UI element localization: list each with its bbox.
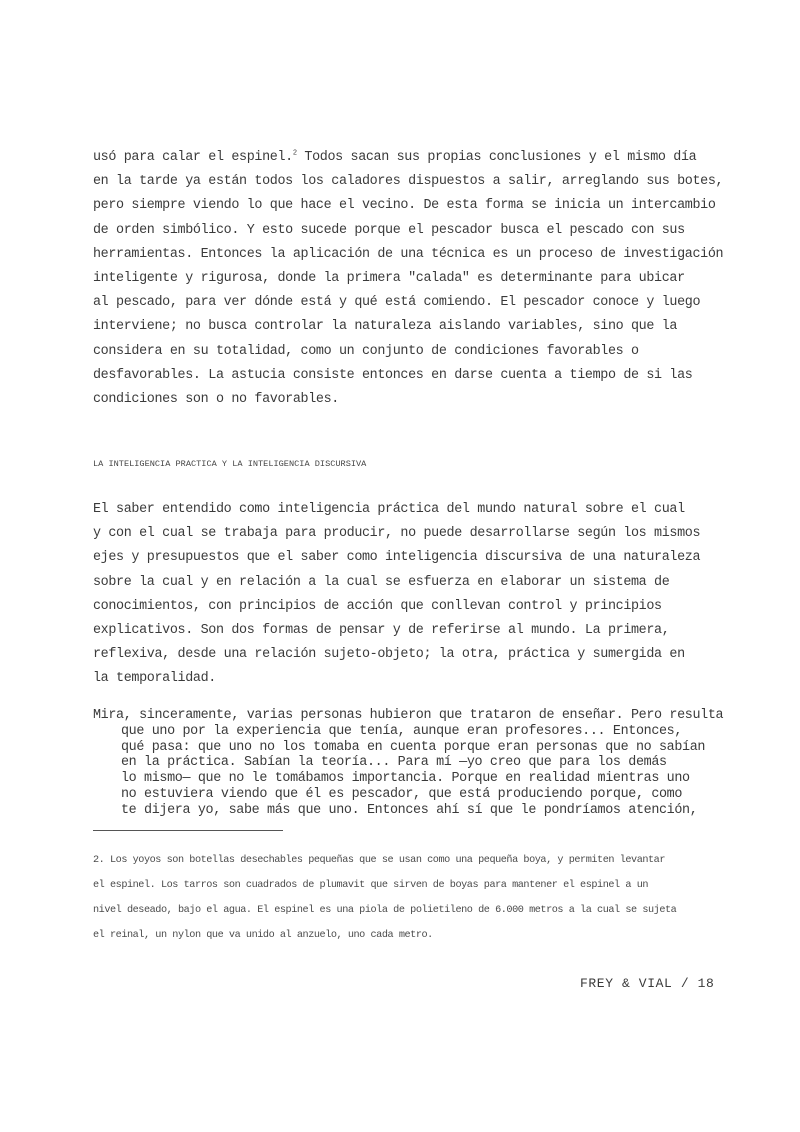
paragraph-1-line: al pescado, para ver dónde está y qué está comiendo. El pescador conoce y luego	[93, 295, 701, 311]
quote-line: te dijera yo, sabe más que uno. Entonces ahí sí que le pondríamos atención,	[121, 802, 698, 818]
paragraph-1-line: en la tarde ya están todos los caladores dispuestos a salir, arreglando sus botes,	[93, 174, 724, 190]
paragraph-1-line-1-end: Todos sacan sus propias conclusiones y el mismo día	[296, 150, 697, 165]
footnote-separator	[93, 830, 283, 831]
paragraph-1-line-1	[93, 146, 713, 170]
paragraph-2-line: y con el cual se trabaja para producir, no puede desarrollarse según los mismos	[93, 526, 701, 542]
block-quote	[93, 708, 723, 819]
quote-line: Mira, sinceramente, varias personas hubieron que trataron de enseñar. Pero resulta	[93, 708, 724, 723]
paragraph-2-line: conocimientos, con principios de acción que conllevan control y principios	[93, 598, 662, 614]
paragraph-2	[93, 498, 713, 692]
paragraph-1-line: inteligente y rigurosa, donde la primera "calada" es determinante para ubicar	[93, 271, 685, 287]
paragraph-1-line: condiciones son o no favorables.	[93, 392, 339, 408]
quote-line: que uno por la experiencia que tenía, aunque eran profesores... Entonces,	[121, 723, 683, 739]
paragraph-1-line: desfavorables. La astucia consiste entonces en darse cuenta a tiempo de si las	[93, 367, 693, 383]
footnote-line: 2. Los yoyos son botellas desechables pequeñas que se usan como una pequeña boya, y permiten levantar	[93, 855, 666, 866]
paragraph-2-line: sobre la cual y en relación a la cual se esfuerza en elaborar un sistema de	[93, 574, 670, 590]
footnote-line: el espinel. Los tarros son cuadrados de plumavit que sirven de boyas para mantener el espinel a un	[93, 880, 649, 891]
paragraph-1-line: interviene; no busca controlar la naturaleza aislando variables, sino que la	[93, 319, 678, 335]
paragraph-1-line: considera en su totalidad, como un conjunto de condiciones favorables o	[93, 343, 639, 359]
paragraph-1	[93, 146, 724, 412]
section-heading: LA INTELIGENCIA PRACTICA Y LA INTELIGENCIA DISCURSIVA	[93, 459, 367, 469]
footnote-reference: 2	[292, 149, 297, 158]
paragraph-1-line: de orden simbólico. Y esto sucede porque el pescador busca el pescado con sus	[93, 222, 685, 238]
paragraph-2-line: reflexiva, desde una relación sujeto-objeto; la otra, práctica y sumergida en	[93, 647, 685, 663]
footnote-line: el reinal, un nylon que va unido al anzuelo, uno cada metro.	[93, 930, 433, 941]
quote-line: no estuviera viendo que él es pescador, que está produciendo porque, como	[121, 786, 683, 802]
footnote-line: nivel deseado, bajo el agua. El espinel es una piola de polietileno de 6.000 metros a la cual se sujeta	[93, 905, 677, 916]
paragraph-1-line-1-start: usó para calar el espinel.	[93, 150, 293, 165]
paragraph-2-line: El saber entendido como inteligencia práctica del mundo natural sobre el cual	[93, 502, 685, 517]
quote-line: lo mismo— que no le tomábamos importancia. Porque en realidad mientras uno	[121, 771, 690, 787]
quote-line: qué pasa: que uno no los tomaba en cuenta porque eran personas que no sabían	[121, 739, 706, 755]
paragraph-2-line: la temporalidad.	[93, 671, 216, 687]
footnote	[93, 848, 713, 948]
paragraph-2-line: ejes y presupuestos que el saber como inteligencia discursiva de una naturaleza	[93, 550, 701, 566]
paragraph-2-line: explicativos. Son dos formas de pensar y de referirse al mundo. La primera,	[93, 623, 670, 639]
quote-line: en la práctica. Sabían la teoría... Para mí —yo creo que para los demás	[121, 755, 667, 771]
paragraph-1-line: herramientas. Entonces la aplicación de una técnica es un proceso de investigación	[93, 246, 724, 262]
paragraph-1-line: pero siempre viendo lo que hace el vecino. De esta forma se inicia un intercambio	[93, 198, 716, 214]
page-footer: FREY & VIAL / 18	[580, 976, 715, 991]
